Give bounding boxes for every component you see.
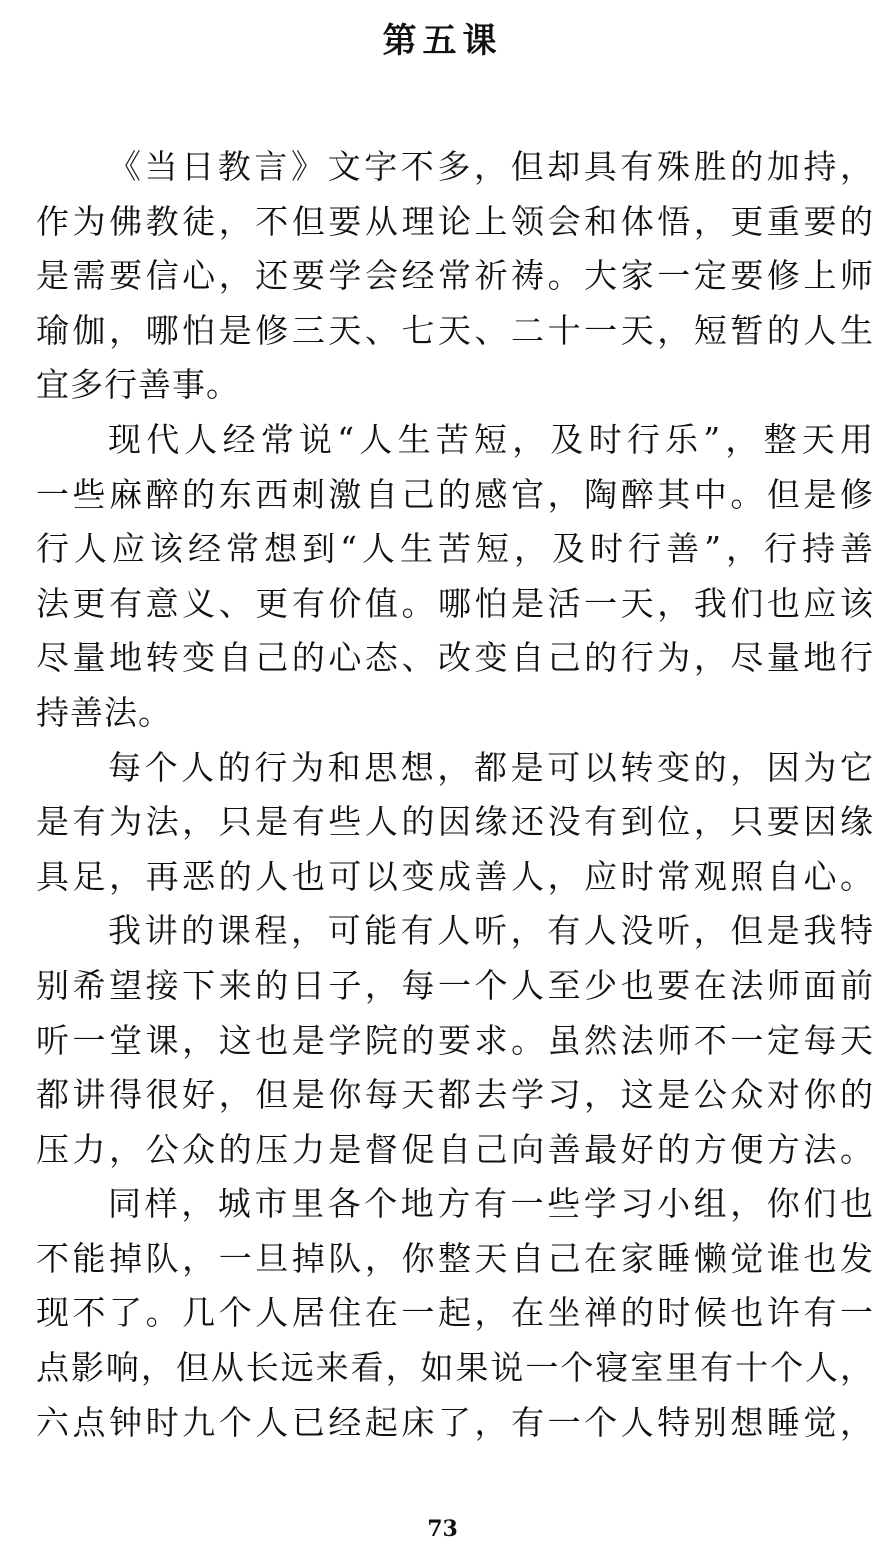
text-line: 六点钟时九个人已经起床了，有一个人特别想睡觉， [36,1402,874,1442]
text-line: 是有为法，只是有些人的因缘还没有到位，只要因缘 [36,802,874,842]
text-line: 尽量地转变自己的心态、改变自己的行为，尽量地行 [36,638,874,678]
text-line: 瑜伽，哪怕是修三天、七天、二十一天，短暂的人生 [36,310,874,350]
text-line: 持善法。 [36,692,172,732]
body-text [36,140,874,1450]
text-line: 是需要信心，还要学会经常祈祷。大家一定要修上师 [36,256,874,296]
text-line: 一些麻醉的东西刺激自己的感官，陶醉其中。但是修 [36,474,874,514]
page-number: 73 [427,1516,458,1542]
text-line: 具足，再恶的人也可以变成善人，应时常观照自心。 [36,856,874,896]
text-line: 同样，城市里各个地方有一些学习小组，你们也 [108,1184,874,1224]
text-line: 压力，公众的压力是督促自己向善最好的方便方法。 [36,1129,874,1169]
text-line: 都讲得很好，但是你每天都去学习，这是公众对你的 [36,1075,874,1115]
text-line: 现代人经常说“人生苦短，及时行乐”，整天用 [108,419,874,459]
text-line: 宜多行善事。 [36,365,240,405]
text-line: 点影响，但从长远来看，如果说一个寝室里有十个人， [36,1348,874,1388]
text-line: 现不了。几个人居住在一起，在坐禅的时候也许有一 [36,1293,874,1333]
text-line: 行人应该经常想到“人生苦短，及时行善”，行持善 [36,529,874,569]
page-title: 第五课 [382,21,503,61]
text-line: 不能掉队，一旦掉队，你整天自己在家睡懒觉谁也发 [36,1238,874,1278]
text-line: 作为佛教徒，不但要从理论上领会和体悟，更重要的 [36,201,874,241]
text-line: 听一堂课，这也是学院的要求。虽然法师不一定每天 [36,1020,874,1060]
text-line: 法更有意义、更有价值。哪怕是活一天，我们也应该 [36,583,874,623]
text-line: 《当日教言》文字不多，但却具有殊胜的加持， [108,147,874,186]
text-line: 别希望接下来的日子，每一个人至少也要在法师面前 [36,965,874,1005]
text-line: 每个人的行为和思想，都是可以转变的，因为它 [108,747,874,787]
text-line: 我讲的课程，可能有人听，有人没听，但是我特 [108,911,874,951]
